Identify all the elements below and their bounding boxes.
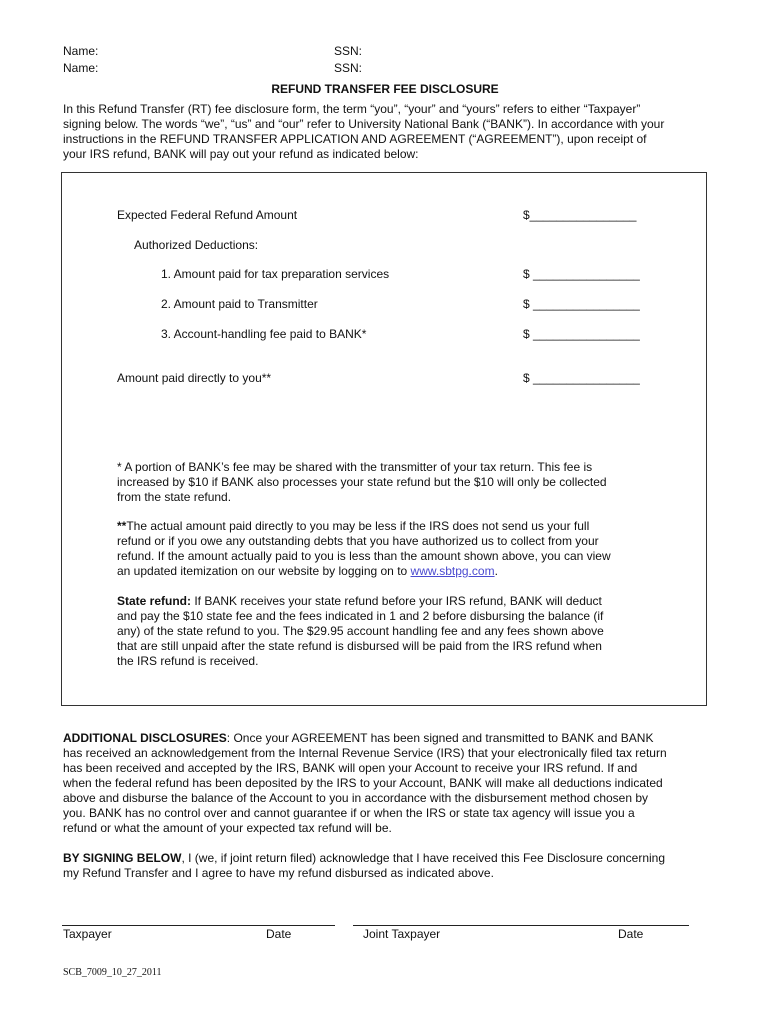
- note-line: [117, 519, 677, 534]
- deduction-1-label: 1. Amount paid for tax preparation services: [161, 267, 390, 281]
- disclosure-line: refund or what the amount of your expected tax refund will be.: [63, 821, 392, 835]
- taxpayer-label: Taxpayer: [63, 927, 112, 941]
- intro-line: instructions in the REFUND TRANSFER APPLICATION AND AGREEMENT (“AGREEMENT”), upon receipt of: [63, 132, 647, 146]
- taxpayer-signature-line[interactable]: [62, 925, 335, 926]
- note-text: an updated itemization on our website by logging on to: [117, 564, 411, 578]
- additional-disclosures-label: ADDITIONAL DISCLOSURES: [63, 731, 227, 745]
- intro-line: In this Refund Transfer (RT) fee disclosure form, the term “you”, “your” and “yours” refers to either “Taxpayer”: [63, 102, 641, 116]
- note-line: [117, 594, 677, 609]
- website-link[interactable]: www.sbtpg.com: [410, 564, 495, 578]
- additional-disclosures: [63, 731, 713, 836]
- double-asterisk: **: [117, 519, 127, 533]
- disclosure-line: when the federal refund has been deposited by the IRS to your Account, BANK will make all deductions indicated: [63, 776, 663, 790]
- disclosure-line: you. BANK has no control over and cannot guarantee if or when the IRS or state tax agency will issue you a: [63, 806, 635, 820]
- note-line: the IRS refund is received.: [117, 654, 259, 668]
- by-signing-label: BY SIGNING BELOW: [63, 851, 182, 865]
- page-title: REFUND TRANSFER FEE DISCLOSURE: [271, 82, 499, 96]
- disclosure-line: above and disburse the balance of the Account to you in accordance with the disbursement method chosen by: [63, 791, 649, 805]
- direct-amount-note: [117, 519, 677, 579]
- deduction-3-label: 3. Account-handling fee paid to BANK*: [161, 327, 367, 341]
- state-refund-note: [117, 594, 677, 669]
- direct-amount-field[interactable]: $ ________________: [523, 371, 640, 385]
- deduction-2-label: 2. Amount paid to Transmitter: [161, 297, 318, 311]
- ssn-label-2: SSN:: [334, 61, 363, 75]
- expected-refund-field[interactable]: $________________: [523, 208, 637, 222]
- state-refund-label: State refund:: [117, 594, 192, 608]
- signing-line: my Refund Transfer and I agree to have my refund disbursed as indicated above.: [63, 866, 494, 880]
- form-code: SCB_7009_10_27_2011: [63, 967, 162, 978]
- note-line: increased by $10 if BANK also processes your state refund but the $10 will only be collected: [117, 475, 607, 489]
- signing-acknowledgement: [63, 851, 713, 881]
- intro-line: your IRS refund, BANK will pay out your refund as indicated below:: [63, 147, 419, 161]
- note-line: refund. If the amount actually paid to you is less than the amount shown above, you can view: [117, 549, 611, 563]
- note-line: refund or if you owe any outstanding debts that you have authorized us to collect from your: [117, 534, 599, 548]
- intro-line: signing below. The words “we”, “us” and “our” refer to University National Bank (“BANK”). In accordance with your: [63, 117, 665, 131]
- disclosure-line: [63, 731, 713, 746]
- ssn-label-1: SSN:: [334, 44, 363, 58]
- joint-taxpayer-signature-line[interactable]: [353, 925, 689, 926]
- signing-text: , I (we, if joint return filed) acknowledge that I have received this Fee Disclosure concerning: [181, 851, 666, 865]
- disclosure-line: has received an acknowledgement from the Internal Revenue Service (IRS) that your electronically filed tax return: [63, 746, 667, 760]
- note-line: [117, 564, 677, 579]
- deduction-3-field[interactable]: $ ________________: [523, 327, 640, 341]
- note-text: .: [494, 564, 498, 578]
- disclosure-text: : Once your AGREEMENT has been signed and transmitted to BANK and BANK: [226, 731, 654, 745]
- note-line: and pay the $10 state fee and the fees indicated in 1 and 2 before disbursing the balance (if: [117, 609, 604, 623]
- joint-taxpayer-label: Joint Taxpayer: [363, 927, 441, 941]
- direct-amount-label: Amount paid directly to you**: [117, 371, 272, 385]
- deduction-2-field[interactable]: $ ________________: [523, 297, 640, 311]
- name-label-1: Name:: [63, 44, 99, 58]
- bank-fee-note: [117, 460, 677, 505]
- taxpayer-date-label: Date: [266, 927, 292, 941]
- note-text: If BANK receives your state refund before your IRS refund, BANK will deduct: [191, 594, 602, 608]
- authorized-deductions-label: Authorized Deductions:: [134, 238, 259, 252]
- disclosure-line: has been received and accepted by the IRS, BANK will open your Account to receive your IRS refund. If and: [63, 761, 638, 775]
- note-line: any) of the state refund to you. The $29.95 account handling fee and any fees shown above: [117, 624, 604, 638]
- note-line: that are still unpaid after the state refund is disbursed will be paid from the IRS refund when: [117, 639, 602, 653]
- note-line: from the state refund.: [117, 490, 232, 504]
- name-label-2: Name:: [63, 61, 99, 75]
- joint-taxpayer-date-label: Date: [618, 927, 644, 941]
- signing-line: [63, 851, 713, 866]
- expected-refund-label: Expected Federal Refund Amount: [117, 208, 298, 222]
- deduction-1-field[interactable]: $ ________________: [523, 267, 640, 281]
- intro-paragraph: [63, 102, 713, 162]
- note-text: The actual amount paid directly to you may be less if the IRS does not send us your full: [126, 519, 590, 533]
- note-line: * A portion of BANK’s fee may be shared with the transmitter of your tax return. This fee is: [117, 460, 593, 474]
